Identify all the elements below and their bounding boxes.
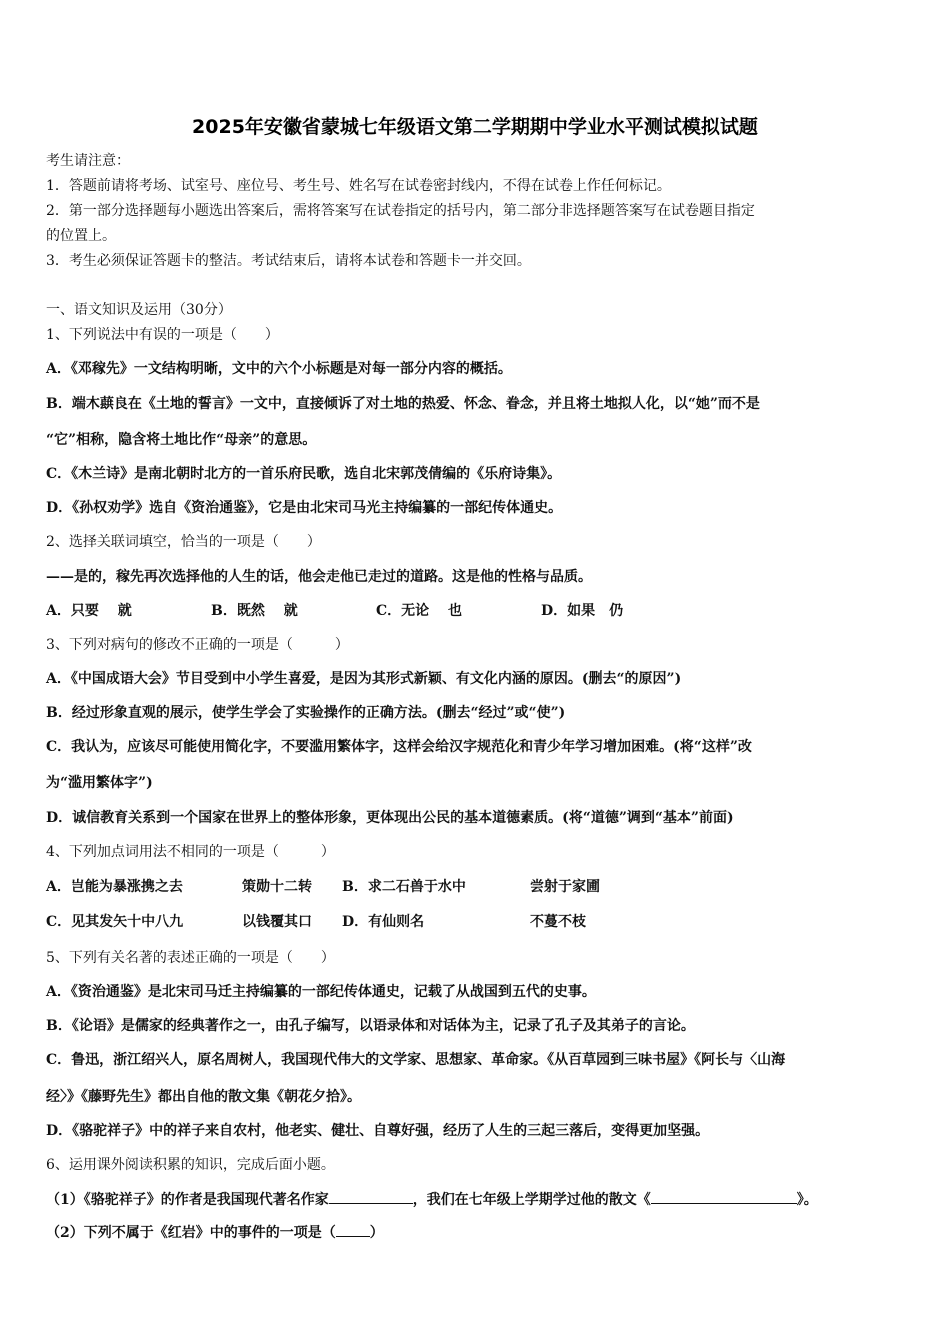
notice-item-1: 1．答题前请将考场、试室号、座位号、考生号、姓名写在试卷密封线内，不得在试卷上作任何标记。 bbox=[46, 178, 671, 194]
q6-part-1-suffix: 》。 bbox=[796, 1192, 818, 1208]
q4-option-d: D．有仙则名 bbox=[342, 914, 425, 930]
q1-option-b-cont: “它”相称，隐含将土地比作“母亲”的意思。 bbox=[46, 432, 317, 448]
q1-option-c: C．《木兰诗》是南北朝时北方的一首乐府民歌，选自北宋郭茂倩编的《乐府诗集》。 bbox=[46, 466, 562, 482]
q2-sentence: ——是的，稼先再次选择他的人生的话，他会走他已走过的道路。这是他的性格与品质。 bbox=[46, 569, 592, 585]
q3-option-c: C．我认为，应该尽可能使用简化字，不要滥用繁体字，这样会给汉字规范化和青少年学习增加困难。(将“这样”改 bbox=[46, 739, 752, 755]
q4-option-a-phrase: 策勋十二转 bbox=[242, 879, 312, 895]
q5-option-c-cont: 经〉》《藤野先生》都出自他的散文集《朝花夕拾》。 bbox=[46, 1089, 361, 1105]
q5-stem: 5、下列有关名著的表述正确的一项是（ ） bbox=[46, 950, 335, 966]
q2-option-a: A．只要 就 bbox=[46, 603, 132, 619]
q4-stem: 4、下列加点词用法不相同的一项是（ ） bbox=[46, 844, 335, 860]
essay-title-blank[interactable] bbox=[651, 1189, 797, 1204]
notice-heading: 考生请注意： bbox=[46, 153, 130, 169]
q1-option-d: D．《孙权劝学》选自《资治通鉴》，它是由北宋司马光主持编纂的一部纪传体通史。 bbox=[46, 500, 563, 516]
q1-stem: 1、下列说法中有误的一项是（ ） bbox=[46, 327, 279, 343]
q4-option-c-phrase: 以钱覆其口 bbox=[242, 914, 312, 930]
q6-part-2-suffix: ） bbox=[369, 1225, 384, 1241]
q3-option-d: D．诚信教育关系到一个国家在世界上的整体形象，更体现出公民的基本道德素质。(将“道德”调到“基本”前面) bbox=[46, 810, 734, 826]
q2-option-d: D．如果 仍 bbox=[541, 603, 624, 619]
q5-option-b: B．《论语》是儒家的经典著作之一，由孔子编写，以语录体和对话体为主，记录了孔子及其弟子的言论。 bbox=[46, 1018, 695, 1034]
q4-row-ab bbox=[46, 877, 908, 897]
q2-option-b: B．既然 就 bbox=[211, 603, 298, 619]
q4-option-b-phrase: 尝射于家圃 bbox=[530, 879, 600, 895]
q6-part-2-prefix: （2）下列不属于《红岩》中的事件的一项是（ bbox=[46, 1225, 336, 1241]
q2-options bbox=[46, 601, 908, 621]
author-blank[interactable] bbox=[329, 1189, 413, 1204]
notice-item-2: 2．第一部分选择题每小题选出答案后，需将答案写在试卷指定的括号内，第二部分非选择题答案写在试卷题目指定 bbox=[46, 203, 755, 219]
q1-option-b: B．端木蕻良在《土地的誓言》一文中，直接倾诉了对土地的热爱、怀念、眷念，并且将土地拟人化，以“她”而不是 bbox=[46, 396, 760, 412]
q3-option-a: A．《中国成语大会》节目受到中小学生喜爱，是因为其形式新颖、有文化内涵的原因。(删去“的原因”) bbox=[46, 671, 682, 687]
q2-stem: 2、选择关联词填空，恰当的一项是（ ） bbox=[46, 534, 321, 550]
q3-option-b: B．经过形象直观的展示，使学生学会了实验操作的正确方法。(删去“经过”或“使”) bbox=[46, 705, 566, 721]
q3-stem: 3、下列对病句的修改不正确的一项是（ ） bbox=[46, 637, 349, 653]
q4-option-c: C．见其发矢十中八九 bbox=[46, 914, 184, 930]
q5-option-d: D．《骆驼祥子》中的祥子来自农村，他老实、健壮、自尊好强，经历了人生的三起三落后，变得更加坚强。 bbox=[46, 1123, 710, 1139]
notice-item-3: 3．考生必须保证答题卡的整洁。考试结束后，请将本试卷和答题卡一并交回。 bbox=[46, 253, 531, 269]
answer-blank[interactable] bbox=[336, 1222, 370, 1237]
q4-option-b: B．求二石兽于水中 bbox=[342, 879, 466, 895]
q4-option-a: A．岂能为暴涨携之去 bbox=[46, 879, 183, 895]
q5-option-a: A．《资治通鉴》是北宋司马迁主持编纂的一部纪传体通史，记载了从战国到五代的史事。 bbox=[46, 984, 596, 1000]
q2-option-c: C．无论 也 bbox=[376, 603, 463, 619]
page-title: 2025年安徽省蒙城七年级语文第二学期期中学业水平测试模拟试题 bbox=[192, 116, 758, 138]
q6-part-1-prefix: （1）《骆驼祥子》的作者是我国现代著名作家 bbox=[46, 1192, 329, 1208]
q6-part-1-middle: ，我们在七年级上学期学过他的散文《 bbox=[412, 1192, 651, 1208]
q3-option-c-cont: 为“滥用繁体字”) bbox=[46, 775, 153, 791]
q4-option-d-phrase: 不蔓不枝 bbox=[530, 914, 586, 930]
q6-part-1 bbox=[46, 1189, 908, 1210]
section-heading: 一、语文知识及运用（30分） bbox=[46, 302, 232, 318]
q4-row-cd bbox=[46, 912, 908, 932]
q5-option-c: C．鲁迅，浙江绍兴人，原名周树人，我国现代伟大的文学家、思想家、革命家。《从百草园到三味书屋》《阿长与〈山海 bbox=[46, 1052, 786, 1068]
q1-option-a: A．《邓稼先》一文结构明晰，文中的六个小标题是对每一部分内容的概括。 bbox=[46, 361, 512, 377]
q6-stem: 6、运用课外阅读积累的知识，完成后面小题。 bbox=[46, 1157, 335, 1173]
q6-part-2 bbox=[46, 1222, 908, 1243]
notice-item-2-cont: 的位置上。 bbox=[46, 228, 116, 244]
